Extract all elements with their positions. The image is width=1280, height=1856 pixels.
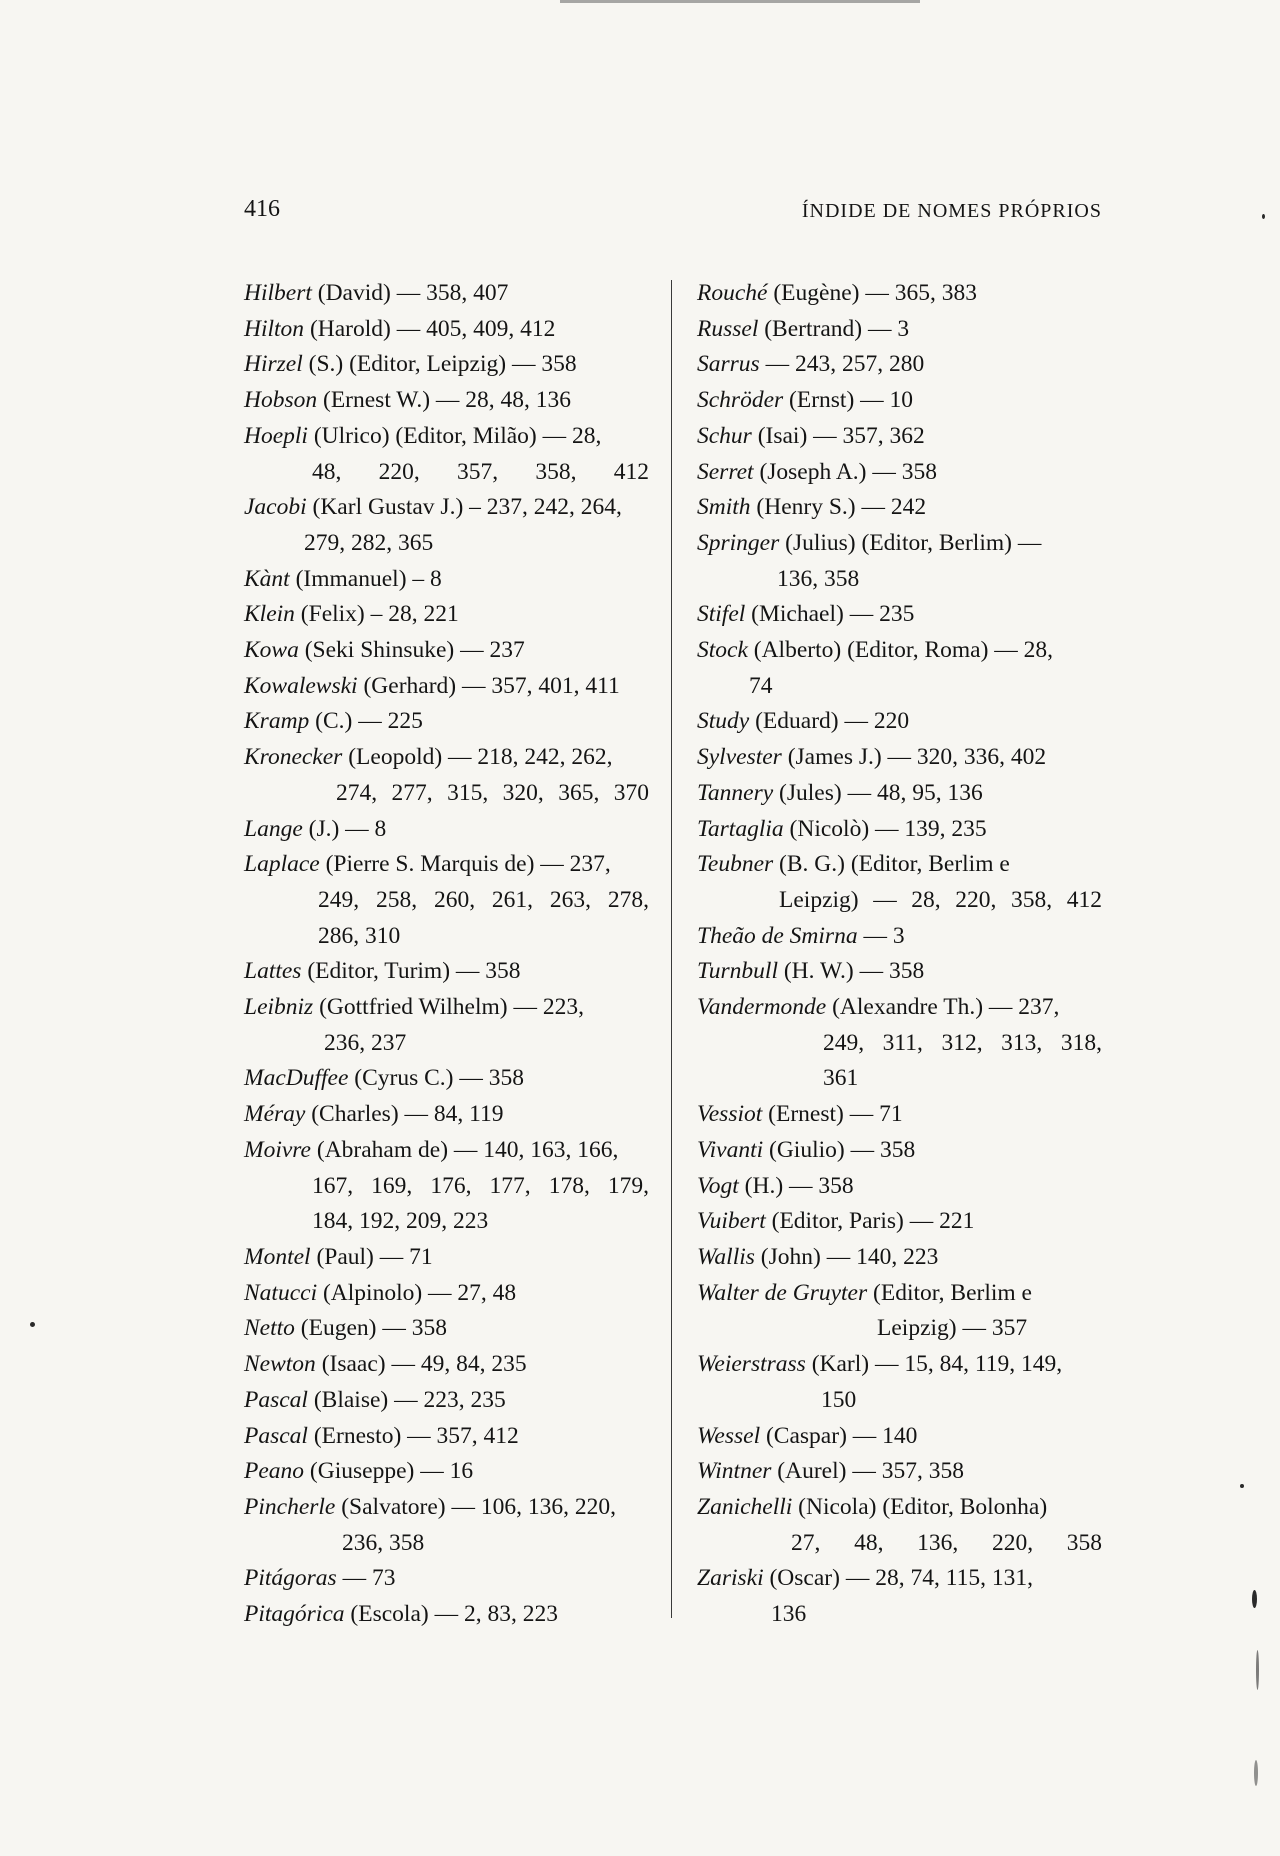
index-entry-pages: (Escola) — 2, 83, 223 (350, 1601, 558, 1628)
index-entry-pages: (Pierre S. Marquis de) — 237, (325, 851, 611, 878)
index-entry-pages: (Blaise) — 223, 235 (313, 1386, 506, 1413)
index-entry (244, 1347, 649, 1383)
index-entry-pages: (Jules) — 48, 95, 136 (779, 779, 983, 806)
column-divider (671, 280, 672, 1618)
index-entry-pages: (Michael) — 235 (751, 601, 915, 628)
index-entry (244, 419, 649, 490)
index-entry (244, 597, 649, 633)
index-entry (244, 562, 649, 598)
index-entry-name: Kànt (244, 565, 290, 592)
index-entry-name: Lange (244, 815, 303, 842)
index-entry-pages: (Leopold) — 218, 242, 262, (348, 744, 613, 771)
index-entry-pages: — 3 (863, 922, 905, 949)
index-entry (697, 1561, 1102, 1632)
index-entry-continuation: 249, 258, 260, 261, 263, 278, (318, 886, 649, 913)
index-entry-pages: (Ernst) — 10 (789, 387, 914, 414)
index-entry (697, 1133, 1102, 1169)
index-entry (244, 1561, 649, 1597)
index-entry-continuation: 236, 237 (324, 1029, 407, 1056)
index-entry-continuation: 167, 169, 176, 177, 178, 179, (312, 1172, 649, 1199)
index-entry (244, 1097, 649, 1133)
index-entry-pages: (Nicolò) — 139, 235 (789, 815, 987, 842)
index-entry-pages: (Eugen) — 358 (300, 1315, 447, 1342)
index-entry-name: Stifel (697, 601, 746, 628)
index-entry-name: Teubner (697, 851, 774, 878)
index-entry-name: Vogt (697, 1172, 739, 1199)
index-entry-pages: (S.) (Editor, Leipzig) — 358 (308, 351, 577, 378)
index-entry-name: Weierstrass (697, 1351, 806, 1378)
index-entry-name: Leibniz (244, 994, 314, 1021)
index-entry (244, 704, 649, 740)
index-entry-pages: (Alberto) (Editor, Roma) — 28, (753, 637, 1054, 664)
index-entry-name: Newton (244, 1351, 316, 1378)
index-entry-pages: (Eugène) — 365, 383 (773, 280, 977, 306)
scan-smudge (560, 0, 920, 3)
index-entry-name: Vuibert (697, 1208, 766, 1235)
index-entry-continuation: 48, 220, 357, 358, 412 (312, 458, 649, 485)
index-entry-pages: (Ernest) — 71 (768, 1101, 903, 1128)
index-entry-name: Walter de Gruyter (697, 1279, 868, 1306)
index-entry (244, 1490, 649, 1561)
index-entry (697, 276, 1102, 312)
index-entry-pages: (Eduard) — 220 (755, 708, 910, 735)
index-entry (697, 954, 1102, 990)
index-entry-continuation: 184, 192, 209, 223 (312, 1208, 489, 1235)
index-entry-pages: (Isai) — 357, 362 (757, 422, 925, 449)
index-entry (244, 490, 649, 561)
index-entry-name: Kowa (244, 637, 299, 664)
index-entry (244, 1454, 649, 1490)
index-entry (697, 419, 1102, 455)
scan-speck (1256, 1650, 1259, 1690)
index-entry (697, 704, 1102, 740)
index-entry-continuation: 274, 277, 315, 320, 365, 370 (336, 779, 649, 806)
index-entry-name: Lattes (244, 958, 302, 985)
scan-speck (1252, 1590, 1257, 1608)
index-entry (244, 1597, 649, 1633)
index-entry (244, 383, 649, 419)
index-entry-name: Hilton (244, 315, 305, 342)
index-entry (244, 740, 649, 811)
index-entry-name: Méray (244, 1101, 306, 1128)
index-entry-pages: (Alexandre Th.) — 237, (832, 994, 1060, 1021)
index-entry-name: Wallis (697, 1243, 755, 1270)
index-entry-name: Pincherle (244, 1493, 336, 1520)
index-entry (697, 847, 1102, 918)
index-entry-pages: (Isaac) — 49, 84, 235 (321, 1351, 527, 1378)
index-column-right (697, 276, 1102, 1633)
index-entry (697, 1097, 1102, 1133)
index-entry-pages: (Gottfried Wilhelm) — 223, (319, 994, 584, 1021)
index-entry-pages: (Editor, Paris) — 221 (771, 1208, 975, 1235)
index-entry-pages: (Immanuel) – 8 (295, 565, 442, 592)
index-entry (697, 1204, 1102, 1240)
index-entry-pages: (Alpinolo) — 27, 48 (322, 1279, 517, 1306)
index-entry-name: Vandermonde (697, 994, 827, 1021)
index-entry-name: Pitágoras (244, 1565, 337, 1592)
index-entry-pages: (B. G.) (Editor, Berlim e (779, 851, 1010, 878)
index-entry-name: Rouché (697, 280, 768, 306)
index-entry-name: Zariski (697, 1565, 764, 1592)
index-entry-pages: (Salvatore) — 106, 136, 220, (341, 1493, 617, 1520)
index-entry-name: Theão de Smirna (697, 922, 858, 949)
index-entry (244, 847, 649, 954)
index-entry-pages: (Ulrico) (Editor, Milão) — 28, (313, 422, 602, 449)
index-entry-name: Wintner (697, 1458, 772, 1485)
index-entry-name: Schröder (697, 387, 784, 414)
index-entry (697, 597, 1102, 633)
index-entry-name: Pascal (244, 1422, 308, 1449)
index-entry-name: Hobson (244, 387, 318, 414)
scan-speck (1262, 214, 1265, 219)
index-entry (697, 776, 1102, 812)
index-entry-pages: (Gerhard) — 357, 401, 411 (363, 672, 620, 699)
index-entry-pages: (Abraham de) — 140, 163, 166, (316, 1136, 619, 1163)
index-entry-pages: (Ernest W.) — 28, 48, 136 (323, 387, 572, 414)
index-entry-pages: (Giulio) — 358 (769, 1136, 916, 1163)
index-entry-pages: (Karl Gustav J.) – 237, 242, 264, (312, 494, 622, 521)
index-entry-name: Study (697, 708, 750, 735)
index-entry-pages: (Caspar) — 140 (765, 1422, 918, 1449)
index-entry (244, 312, 649, 348)
index-entry-continuation: 279, 282, 365 (304, 529, 434, 556)
index-entry (697, 312, 1102, 348)
index-entry-name: Wessel (697, 1422, 761, 1449)
index-entry (244, 633, 649, 669)
index-entry-name: Hoepli (244, 422, 308, 449)
index-entry (697, 1347, 1102, 1418)
index-entry-name: Serret (697, 458, 754, 485)
index-entry-pages: (Editor, Berlim e (873, 1279, 1032, 1306)
index-entry-pages: (David) — 358, 407 (317, 280, 509, 306)
index-entry (697, 990, 1102, 1097)
index-entry-continuation: 361 (823, 1065, 859, 1092)
index-entry-pages: (John) — 140, 223 (760, 1243, 939, 1270)
index-entry-name: Springer (697, 529, 780, 556)
index-entry (244, 812, 649, 848)
index-entry-continuation: 249, 311, 312, 313, 318, (823, 1029, 1102, 1056)
index-entry-name: Laplace (244, 851, 320, 878)
index-entry-name: MacDuffee (244, 1065, 349, 1092)
index-entry-pages: — 73 (342, 1565, 396, 1592)
index-entry-name: Schur (697, 422, 752, 449)
index-entry-name: Pitagórica (244, 1601, 345, 1628)
index-entry-continuation: 74 (749, 672, 773, 699)
index-entry-pages: (James J.) — 320, 336, 402 (787, 744, 1047, 771)
index-entry-pages: (Nicola) (Editor, Bolonha) (798, 1493, 1048, 1520)
index-entry-pages: (Giuseppe) — 16 (309, 1458, 474, 1485)
index-entry (244, 347, 649, 383)
index-entry-name: Vivanti (697, 1136, 764, 1163)
index-entry (244, 1311, 649, 1347)
index-entry-pages: (Editor, Turim) — 358 (307, 958, 521, 985)
index-entry (244, 1133, 649, 1240)
index-entry-pages: (Julius) (Editor, Berlim) — (785, 529, 1042, 556)
index-entry (697, 526, 1102, 597)
index-entry-pages: (Karl) — 15, 84, 119, 149, (811, 1351, 1063, 1378)
index-entry-pages: (Charles) — 84, 119 (311, 1101, 504, 1128)
index-entry (697, 1419, 1102, 1455)
index-entry-name: Hirzel (244, 351, 303, 378)
index-entry-pages: — 243, 257, 280 (765, 351, 925, 378)
index-entry-name: Natucci (244, 1279, 318, 1306)
index-entry (244, 1419, 649, 1455)
running-head: ÍNDIDE DE NOMES PRÓPRIOS (801, 200, 1102, 222)
index-entry-pages: (Henry S.) — 242 (756, 494, 927, 521)
index-entry-name: Sylvester (697, 744, 782, 771)
index-entry-name: Kronecker (244, 744, 343, 771)
index-entry (697, 1240, 1102, 1276)
page-header (244, 196, 1102, 232)
index-entry-name: Tannery (697, 779, 774, 806)
index-entry-pages: (C.) — 225 (315, 708, 423, 735)
index-entry-continuation: 136, 358 (777, 565, 860, 592)
index-entry-name: Moivre (244, 1136, 311, 1163)
index-entry (697, 1490, 1102, 1561)
index-entry-continuation: 150 (821, 1386, 857, 1413)
index-entry (244, 1240, 649, 1276)
index-entry-continuation: 136 (771, 1601, 807, 1628)
index-entry-pages: (Bertrand) — 3 (764, 315, 910, 342)
index-entry-continuation: Leipzig) — 28, 220, 358, 412 (779, 886, 1102, 913)
index-entry-name: Pascal (244, 1386, 308, 1413)
index-entry-name: Klein (244, 601, 295, 628)
index-entry (697, 1169, 1102, 1205)
index-entry (244, 276, 649, 312)
index-entry-continuation: 286, 310 (318, 922, 401, 949)
index-column-left (244, 276, 649, 1633)
index-entry-pages: (J.) — 8 (308, 815, 387, 842)
index-entry-name: Netto (244, 1315, 295, 1342)
index-entry (697, 1454, 1102, 1490)
index-entry-name: Sarrus (697, 351, 760, 378)
index-entry-name: Hilbert (244, 280, 312, 306)
index-entry (697, 919, 1102, 955)
page-number: 416 (244, 196, 280, 222)
index-entry (244, 954, 649, 990)
index-entry (697, 455, 1102, 491)
index-entry (244, 1276, 649, 1312)
index-entry-pages: (Oscar) — 28, 74, 115, 131, (769, 1565, 1033, 1592)
index-entry (244, 669, 649, 705)
index-entry-name: Jacobi (244, 494, 307, 521)
index-entry-pages: (Aurel) — 357, 358 (777, 1458, 964, 1485)
index-entry-pages: (Felix) – 28, 221 (300, 601, 459, 628)
scan-speck (1254, 1760, 1258, 1786)
index-entry-name: Tartaglia (697, 815, 784, 842)
index-entry-pages: (H. W.) — 358 (783, 958, 925, 985)
index-entry-pages: (Seki Shinsuke) — 237 (304, 637, 525, 664)
index-entry (697, 1276, 1102, 1347)
index-entry-name: Kramp (244, 708, 310, 735)
index-entry-name: Turnbull (697, 958, 778, 985)
index-entry-continuation: 236, 358 (342, 1529, 425, 1556)
index-entry-name: Russel (697, 315, 759, 342)
index-entry-continuation: 27, 48, 136, 220, 358 (791, 1529, 1102, 1556)
index-entry (697, 812, 1102, 848)
scan-speck (30, 1322, 35, 1327)
scan-speck (1240, 1484, 1244, 1488)
index-entry (244, 1383, 649, 1419)
index-entry-name: Smith (697, 494, 751, 521)
index-entry-pages: (Cyrus C.) — 358 (354, 1065, 525, 1092)
index-entry-continuation: Leipzig) — 357 (877, 1315, 1028, 1342)
index-entry-pages: (Joseph A.) — 358 (759, 458, 937, 485)
index-entry-name: Stock (697, 637, 748, 664)
index-entry (697, 490, 1102, 526)
index-entry-name: Kowalewski (244, 672, 358, 699)
index-entry (244, 1061, 649, 1097)
index-entry (697, 347, 1102, 383)
index-entry-name: Peano (244, 1458, 305, 1485)
index-entry-pages: (Harold) — 405, 409, 412 (309, 315, 556, 342)
index-entry (244, 990, 649, 1061)
index-entry (697, 740, 1102, 776)
index-entry (697, 383, 1102, 419)
index-entry-pages: (Paul) — 71 (316, 1243, 433, 1270)
index-entry-name: Zanichelli (697, 1493, 793, 1520)
index-entry-name: Montel (244, 1243, 311, 1270)
index-entry-pages: (H.) — 358 (744, 1172, 854, 1199)
index-entry (697, 633, 1102, 704)
index-entry-pages: (Ernesto) — 357, 412 (313, 1422, 519, 1449)
index-entry-name: Vessiot (697, 1101, 763, 1128)
